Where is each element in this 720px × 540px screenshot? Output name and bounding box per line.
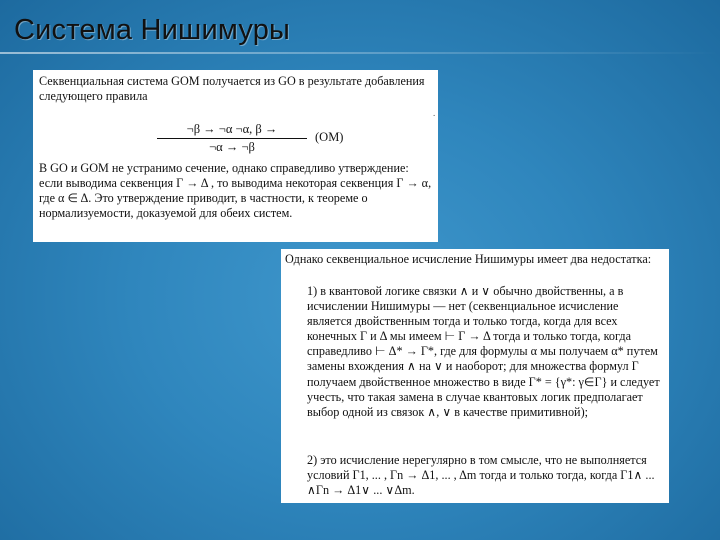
excerpt-panel-drawbacks	[281, 249, 669, 503]
drawback-item-1: 1) в квантовой логике связки ∧ и ∨ обычно двойственны, а в исчислении Нишимуры — нет (секвенциальное исчисление является двойственным тогда и только тогда, когда для всех конечных Γ и Δ мы имеем ⊢ Γ → Δ тогда и только тогда, когда справедливо ⊢ Δ* → Γ*, где для формулы α мы получаем α* путем замены вхождения ∧ на ∨ и наоборот; для множества формул Γ получаем двойственное множество в виде Γ* = {γ*: γ∈Γ} и следует учесть, что такая замена в случае квантовых логик предполагает выбор одной из связок ∧, ∨ в качестве примитивной);	[307, 284, 660, 419]
scan-dot: .	[433, 108, 436, 118]
title-divider	[0, 52, 720, 54]
rule-numerator: ¬β → ¬α ¬α, β →	[157, 122, 307, 139]
slide-title: Система Нишимуры	[14, 14, 291, 46]
rule-label: (OM)	[315, 130, 344, 144]
excerpt-panel-om-rule	[33, 70, 438, 242]
rule-fraction	[157, 122, 307, 155]
intro-paragraph: Секвенциальная система GOM получается из GO в результате добавления следующего правила	[39, 74, 425, 103]
cut-elimination-paragraph: В GO и GOM не устранимо сечение, однако справедливо утверждение: если выводима секвенция Γ → Δ , то выводима некоторая секвенция Γ → α, где α ∈ Δ. Это утверждение приводит, в частности, к теореме о нормализуемости, доказуемой для обеих систем.	[39, 161, 432, 220]
drawback-item-2: 2) это исчисление нерегулярно в том смысле, что не выполняется условий Γ1, ... , Γn → Δ1, ... , Δm тогда и только тогда, когда Γ1∧ ... ∧Γn → Δ1∨ ... ∨Δm.	[307, 453, 655, 498]
drawbacks-intro: Однако секвенциальное исчисление Нишимуры имеет два недостатка:	[285, 252, 652, 266]
rule-denominator: ¬α → ¬β	[209, 140, 255, 154]
